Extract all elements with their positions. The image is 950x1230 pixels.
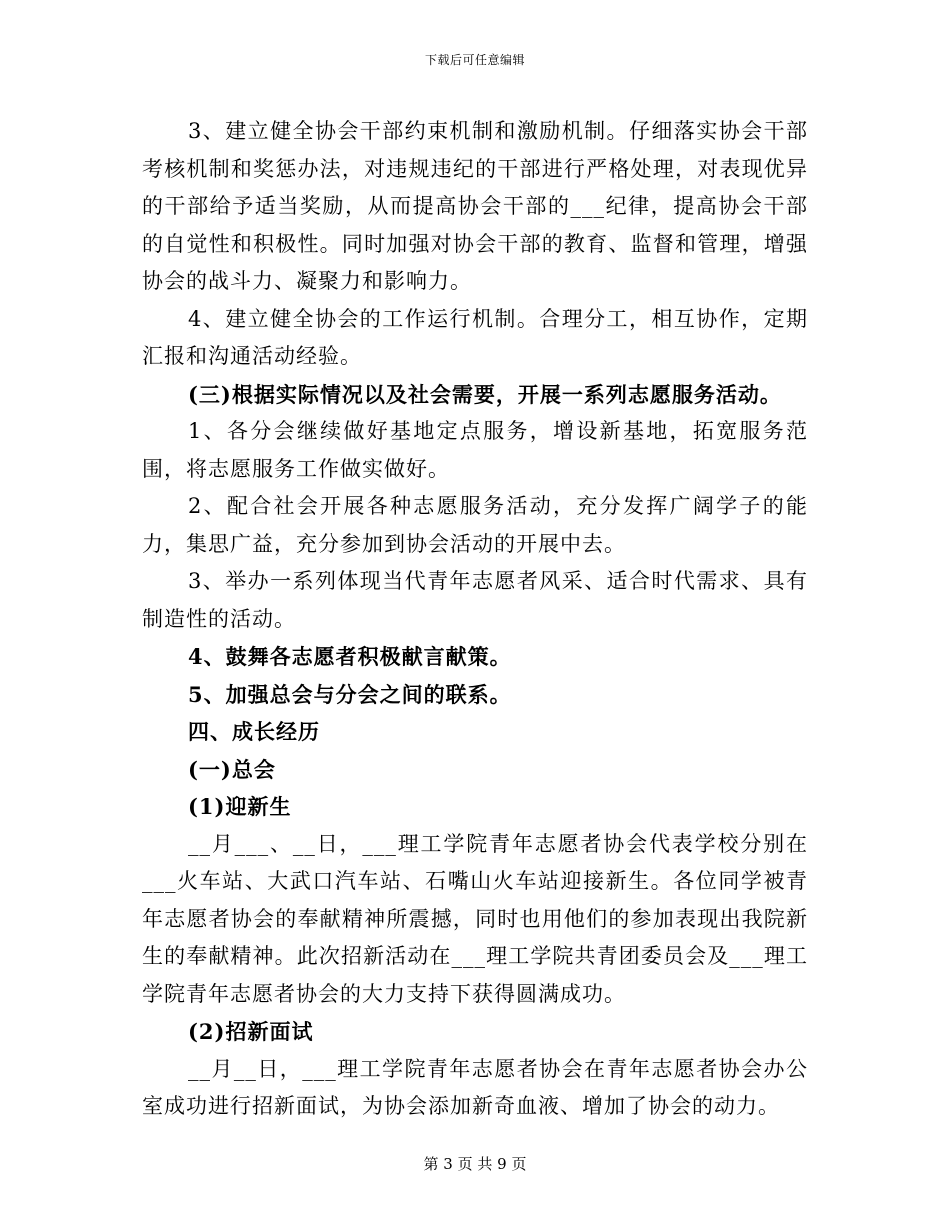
bold-item: 4、鼓舞各志愿者积极献言献策。 bbox=[188, 644, 512, 669]
bold-item: 5、加强总会与分会之间的联系。 bbox=[188, 681, 512, 707]
paragraph: 3、建立健全协会干部约束机制和激励机制。仔细落实协会干部考核机制和奖惩办法，对违规违纪的干部进行严格处理，对表现优异的干部给予适当奖励，从而提高协会干部的___纪律，提高协会干部的自觉性和积极性。同时加强对协会干部的教育、监督和管理，增强协会的战斗力、凝聚力和影响力。 bbox=[142, 119, 808, 293]
paragraph: 2、配合社会开展各种志愿服务活动，充分发挥广阔学子的能力，集思广益，充分参加到协会活动的开展中去。 bbox=[142, 494, 808, 556]
paragraph: __月__日，___理工学院青年志愿者协会在青年志愿者协会办公室成功进行招新面试，为协会添加新奇血液、增加了协会的动力。 bbox=[142, 1056, 808, 1118]
paragraph: 4、建立健全协会的工作运行机制。合理分工，相互协作，定期汇报和沟通活动经验。 bbox=[142, 306, 808, 368]
page-footer: 第 3 页 共 9 页 bbox=[423, 1155, 527, 1173]
section-heading: (三)根据实际情况以及社会需要，开展一系列志愿服务活动。 bbox=[188, 381, 782, 407]
document-body bbox=[142, 113, 808, 1126]
paragraph: __月___、__日，___理工学院青年志愿者协会代表学校分别在___火车站、大武口汽车站、石嘴山火车站迎接新生。各位同学被青年志愿者协会的奉献精神所震撼，同时也用他们的参加表现出我院新生的奉献精神。此次招新活动在___理工学院共青团委员会及___理工学院青年志愿者协会的大力支持下获得圆满成功。 bbox=[142, 831, 808, 1006]
page-header: 下载后可任意编辑 bbox=[424, 53, 525, 67]
paragraph: 3、举办一系列体现当代青年志愿者风采、适合时代需求、具有制造性的活动。 bbox=[142, 569, 808, 631]
subsection-heading: (1)迎新生 bbox=[188, 794, 292, 819]
subsection-heading: (一)总会 bbox=[188, 756, 276, 782]
subsection-heading: (2)招新面试 bbox=[188, 1019, 314, 1044]
paragraph: 1、各分会继续做好基地定点服务，增设新基地，拓宽服务范围，将志愿服务工作做实做好。 bbox=[142, 419, 808, 481]
section-heading: 四、成长经历 bbox=[188, 719, 320, 744]
